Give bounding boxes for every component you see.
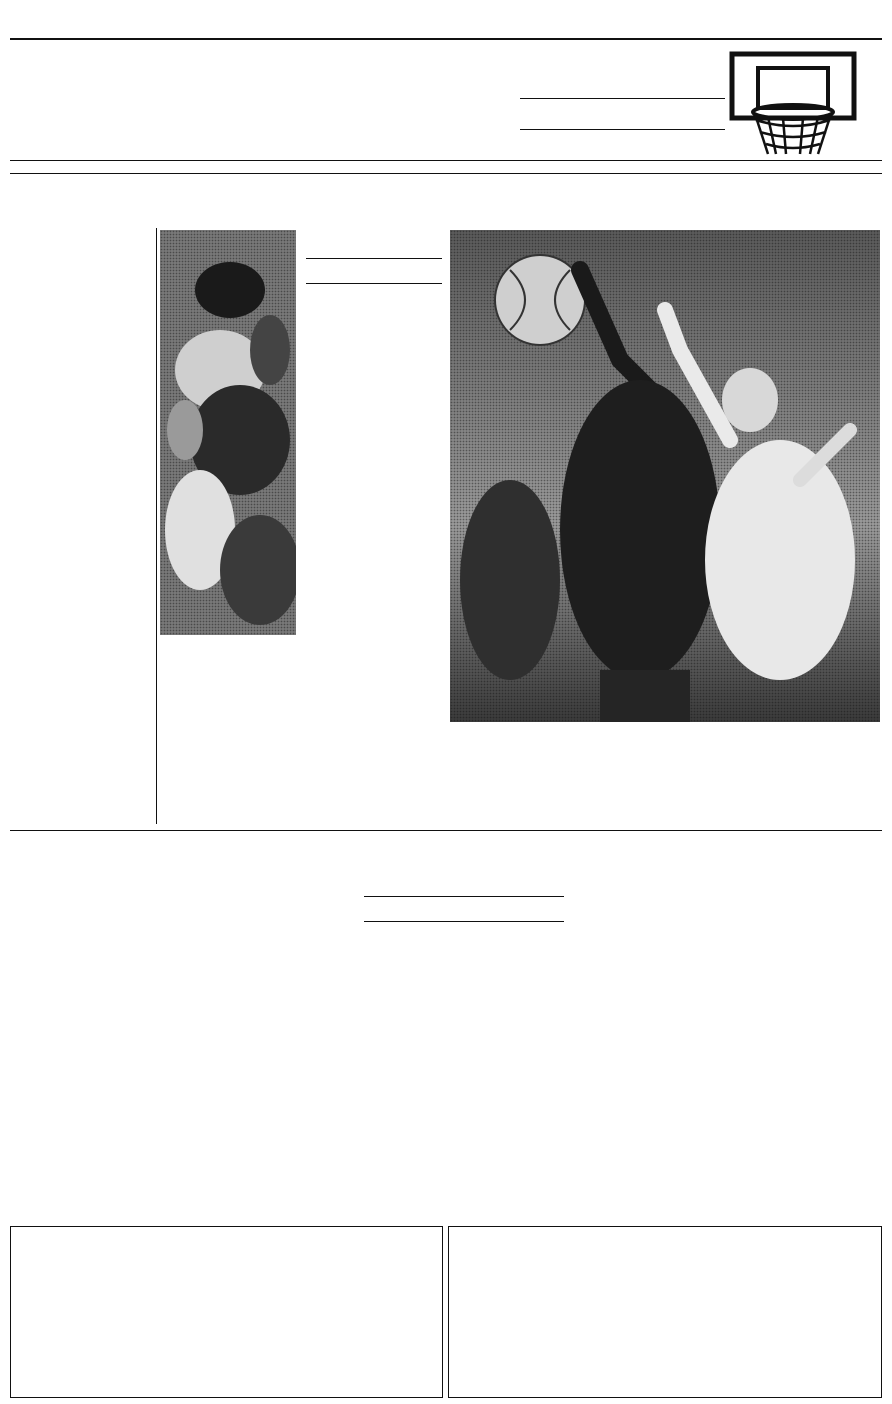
celebration-photo: [160, 230, 296, 635]
conley-text: [20, 1266, 435, 1394]
dateline-rule-bottom: [10, 173, 882, 174]
dateline-rule-top: [10, 160, 882, 161]
raiders-column-2: [160, 684, 298, 824]
column-divider: [156, 228, 157, 824]
raiders-column-1: [14, 374, 152, 826]
classified-banner: [520, 98, 725, 130]
muskegon-basketball-tag: [364, 896, 564, 922]
basketball-tag: [306, 258, 442, 284]
masthead-rule: [10, 38, 882, 40]
muskegon-column-5: [714, 892, 880, 1220]
muskegon-column-2: [182, 892, 342, 1220]
muskegon-column-4: [534, 926, 704, 1220]
main-action-photo: [450, 230, 880, 722]
main-photo-caption: [450, 733, 880, 781]
story-divider-1: [10, 830, 882, 831]
basketball-hoop-logo: [728, 50, 858, 160]
muskegon-column-3: [352, 926, 524, 1220]
muskegon-column-1: [12, 918, 172, 1220]
raiders-column-3: [306, 286, 444, 826]
mill-text: [458, 1266, 874, 1394]
